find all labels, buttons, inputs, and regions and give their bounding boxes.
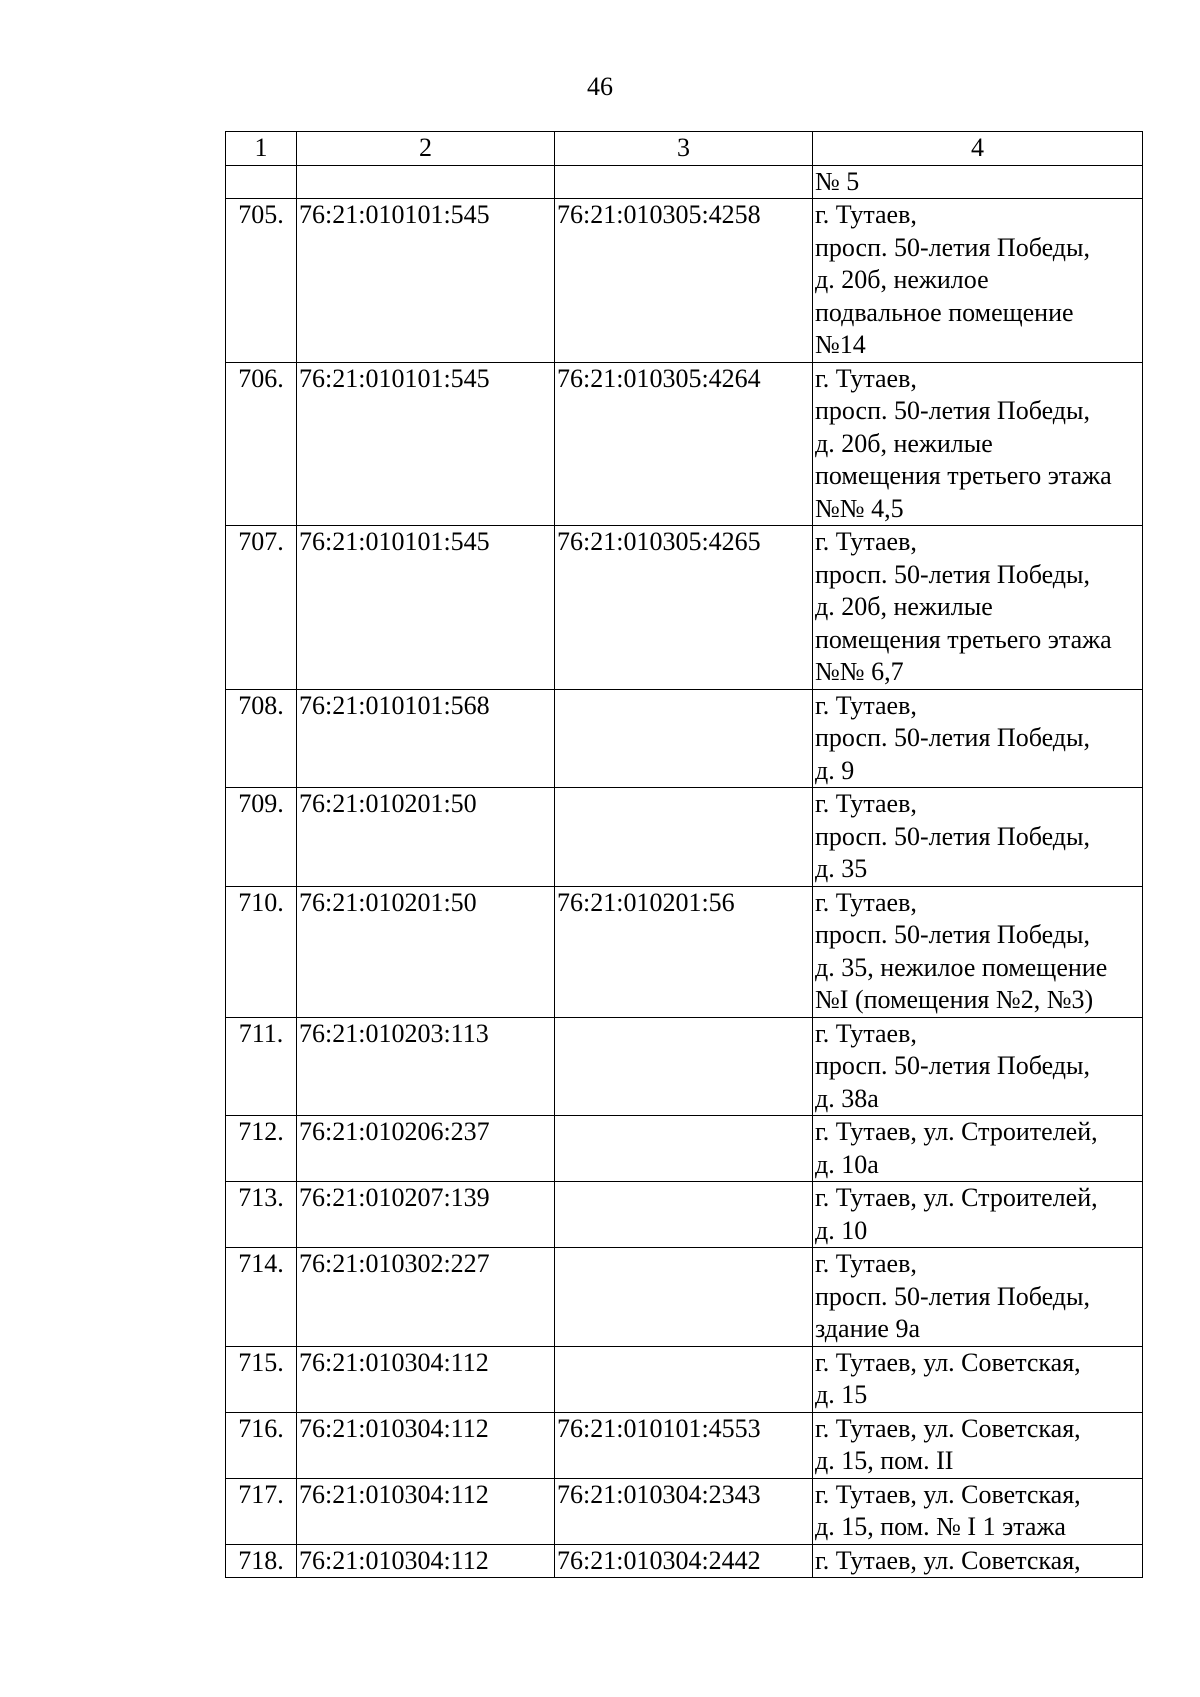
table-row (226, 526, 1143, 690)
cadastral-number-cell (555, 1182, 813, 1248)
row-number-cell: 705. (226, 199, 297, 363)
cadastral-number-cell (555, 1017, 813, 1116)
table-row (226, 362, 1143, 526)
cadastral-number-cell (555, 788, 813, 887)
cadastral-number-cell: 76:21:010101:4553 (555, 1412, 813, 1478)
address-cell: г. Тутаев, ул. Строителей, д. 10а (813, 1116, 1143, 1182)
cadastral-number-cell: 76:21:010201:56 (555, 886, 813, 1017)
column-header-2: 2 (297, 132, 555, 166)
row-number-cell: 714. (226, 1248, 297, 1347)
row-number-cell: 710. (226, 886, 297, 1017)
parent-cadastral-number-cell: 76:21:010101:545 (297, 199, 555, 363)
cadastral-number-cell (555, 689, 813, 788)
parent-cadastral-number-cell: 76:21:010206:237 (297, 1116, 555, 1182)
row-number-cell: 706. (226, 362, 297, 526)
cadastral-number-cell (555, 1248, 813, 1347)
address-cell: г. Тутаев, просп. 50-летия Победы, д. 20б, нежилые помещения третьего этажа №№ 4,5 (813, 362, 1143, 526)
table-row (226, 1412, 1143, 1478)
parent-cadastral-number-cell: 76:21:010302:227 (297, 1248, 555, 1347)
address-cell: г. Тутаев, просп. 50-летия Победы, д. 35 (813, 788, 1143, 887)
column-header-3: 3 (555, 132, 813, 166)
parent-cadastral-number-cell: 76:21:010101:568 (297, 689, 555, 788)
registry-table (225, 131, 1143, 1578)
table-row (226, 1478, 1143, 1544)
page-number: 46 (587, 72, 613, 101)
table-row (226, 689, 1143, 788)
table-row (226, 1116, 1143, 1182)
cadastral-number-cell: 76:21:010305:4258 (555, 199, 813, 363)
parent-cadastral-number-cell: 76:21:010207:139 (297, 1182, 555, 1248)
row-number-cell: 713. (226, 1182, 297, 1248)
cadastral-number-cell: 76:21:010305:4265 (555, 526, 813, 690)
parent-cadastral-number-cell: 76:21:010201:50 (297, 788, 555, 887)
parent-cadastral-number-cell: 76:21:010101:545 (297, 362, 555, 526)
table-row (226, 1346, 1143, 1412)
cadastral-number-cell: 76:21:010304:2442 (555, 1544, 813, 1578)
row-number-cell: 711. (226, 1017, 297, 1116)
row-number-cell: 716. (226, 1412, 297, 1478)
table-row (226, 165, 1143, 199)
address-cell: г. Тутаев, просп. 50-летия Победы, д. 38а (813, 1017, 1143, 1116)
address-cell: г. Тутаев, ул. Строителей, д. 10 (813, 1182, 1143, 1248)
address-cell: г. Тутаев, просп. 50-летия Победы, здание 9а (813, 1248, 1143, 1347)
row-number-cell: 709. (226, 788, 297, 887)
address-cell: г. Тутаев, ул. Советская, д. 15 (813, 1346, 1143, 1412)
cadastral-number-cell: 76:21:010304:2343 (555, 1478, 813, 1544)
address-cell: г. Тутаев, ул. Советская, д. 15, пом. II (813, 1412, 1143, 1478)
parent-cadastral-number-cell: 76:21:010304:112 (297, 1478, 555, 1544)
table-row (226, 1544, 1143, 1578)
table-row (226, 886, 1143, 1017)
cadastral-number-cell (555, 1346, 813, 1412)
table-row (226, 788, 1143, 887)
address-cell: г. Тутаев, просп. 50-летия Победы, д. 35, нежилое помещение №I (помещения №2, №3) (813, 886, 1143, 1017)
row-number-cell: 717. (226, 1478, 297, 1544)
parent-cadastral-number-cell: 76:21:010304:112 (297, 1544, 555, 1578)
parent-cadastral-number-cell: 76:21:010201:50 (297, 886, 555, 1017)
parent-cadastral-number-cell: 76:21:010304:112 (297, 1412, 555, 1478)
row-number-cell: 715. (226, 1346, 297, 1412)
row-number-cell: 712. (226, 1116, 297, 1182)
column-header-1: 1 (226, 132, 297, 166)
cadastral-number-cell (555, 1116, 813, 1182)
table-row (226, 1182, 1143, 1248)
address-cell: г. Тутаев, ул. Советская, д. 15, пом. № I 1 этажа (813, 1478, 1143, 1544)
table-row (226, 1017, 1143, 1116)
address-cell: г. Тутаев, просп. 50-летия Победы, д. 20б, нежилые помещения третьего этажа №№ 6,7 (813, 526, 1143, 690)
column-header-4: 4 (813, 132, 1143, 166)
row-number-cell (226, 165, 297, 199)
address-cell: г. Тутаев, ул. Советская, (813, 1544, 1143, 1578)
address-cell: г. Тутаев, просп. 50-летия Победы, д. 20б, нежилое подвальное помещение №14 (813, 199, 1143, 363)
address-cell: № 5 (813, 165, 1143, 199)
row-number-cell: 708. (226, 689, 297, 788)
row-number-cell: 707. (226, 526, 297, 690)
address-cell: г. Тутаев, просп. 50-летия Победы, д. 9 (813, 689, 1143, 788)
row-number-cell: 718. (226, 1544, 297, 1578)
table-row (226, 199, 1143, 363)
header-row (226, 132, 1143, 166)
parent-cadastral-number-cell: 76:21:010304:112 (297, 1346, 555, 1412)
cadastral-number-cell (555, 165, 813, 199)
parent-cadastral-number-cell (297, 165, 555, 199)
parent-cadastral-number-cell: 76:21:010203:113 (297, 1017, 555, 1116)
table-row (226, 1248, 1143, 1347)
parent-cadastral-number-cell: 76:21:010101:545 (297, 526, 555, 690)
cadastral-number-cell: 76:21:010305:4264 (555, 362, 813, 526)
